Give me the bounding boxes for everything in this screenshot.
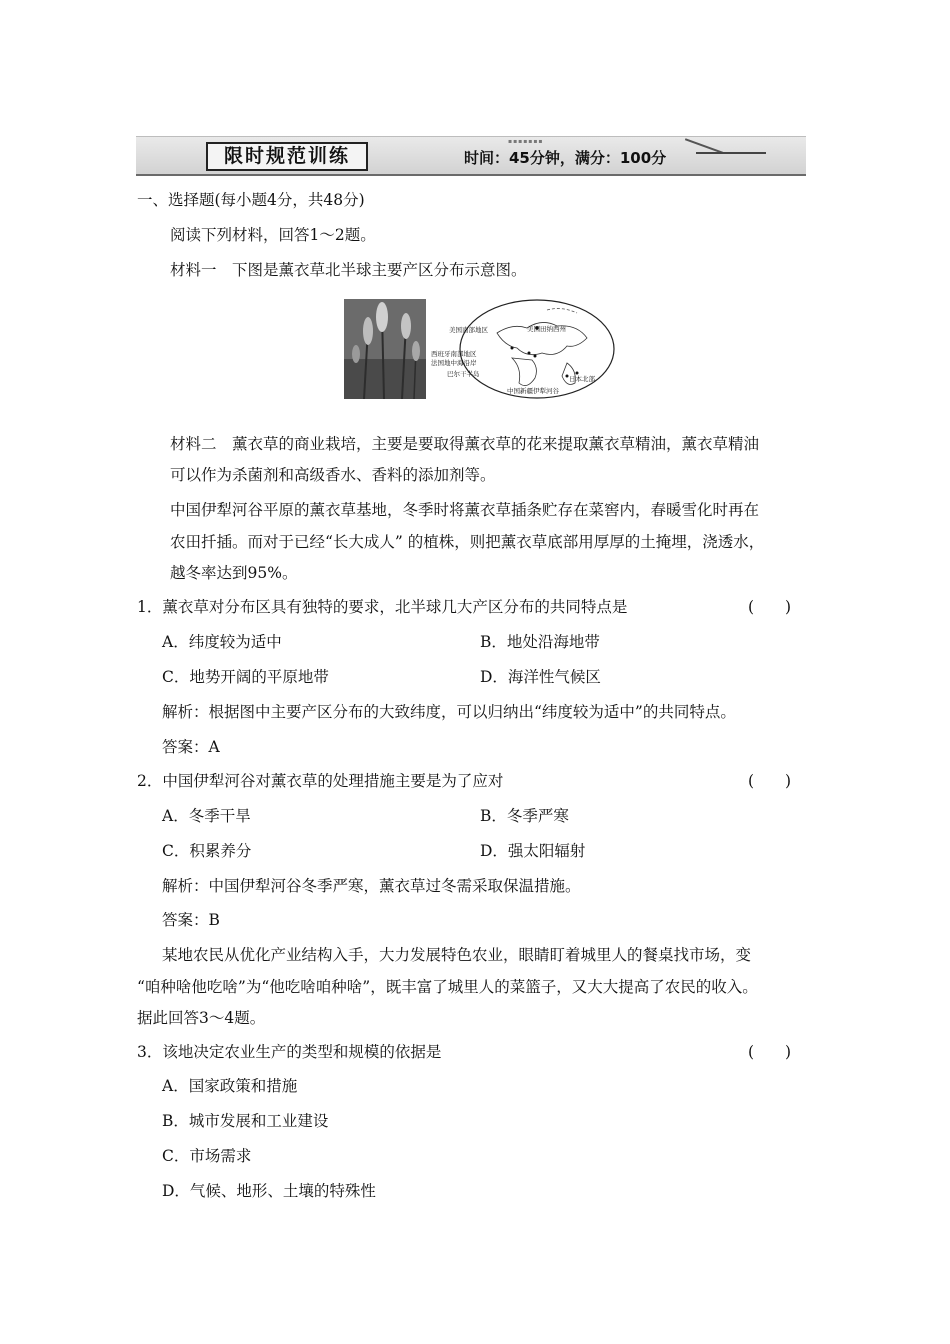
map-drawing xyxy=(427,298,617,400)
question-2-option-c: C．积累养分 xyxy=(162,842,252,860)
passage-2-line1: 某地农民从优化产业结构入手，大力发展特色农业，眼睛盯着城里人的餐桌找市场，变 xyxy=(162,946,752,964)
banner-line-decoration xyxy=(696,152,766,154)
question-3-stem: 3．该地决定农业生产的类型和规模的依据是 xyxy=(137,1043,442,1061)
material-two-line2: 可以作为杀菌剂和高级香水、香料的添加剂等。 xyxy=(170,466,496,484)
question-3-option-b: B．城市发展和工业建设 xyxy=(162,1112,329,1130)
lavender-photo xyxy=(344,299,426,399)
banner-rule xyxy=(136,174,806,176)
distribution-map xyxy=(427,298,617,400)
question-1-option-c: C．地势开阔的平原地带 xyxy=(162,668,329,686)
paragraph-line1: 中国伊犁河谷平原的薰衣草基地，冬季时将薰衣草插条贮存在菜窖内，春暖雪化时再在 xyxy=(170,501,760,519)
question-1-option-d: D．海洋性气候区 xyxy=(480,668,601,686)
section-heading: 一、选择题(每小题4分，共48分) xyxy=(137,191,365,209)
passage-2-line2: “咱种啥他吃啥”为“他吃啥咱种啥”，既丰富了城里人的菜篮子，又大大提高了农民的收入。 xyxy=(137,978,758,996)
map-label-xinjiang: 中国新疆伊犁河谷 xyxy=(507,387,559,395)
question-1-stem: 1．薰衣草对分布区具有独特的要求，北半球几大产区分布的共同特点是 xyxy=(137,598,628,616)
time-info: 时间：45分钟，满分：100分 xyxy=(464,149,667,167)
banner-title: 限时规范训练 xyxy=(206,142,368,171)
question-2-option-a: A．冬季干旱 xyxy=(162,807,251,825)
paragraph-line2: 农田扦插。而对于已经“长大成人” 的植株，则把薰衣草底部用厚厚的土掩埋，浇透水， xyxy=(170,533,765,551)
question-2-option-b: B．冬季严寒 xyxy=(480,807,569,825)
material-one: 材料一 下图是薰衣草北半球主要产区分布示意图。 xyxy=(170,261,527,279)
banner-decoration: ▪▪▪▪▪▪▪ xyxy=(508,138,544,145)
question-1-option-b: B．地处沿海地带 xyxy=(480,633,600,651)
intro-read: 阅读下列材料，回答1～2题。 xyxy=(170,226,376,244)
question-1-analysis: 解析：根据图中主要产区分布的大致纬度，可以归纳出“纬度较为适中”的共同特点。 xyxy=(162,703,736,721)
material-two-line1: 材料二 薰衣草的商业栽培，主要是要取得薰衣草的花来提取薰衣草精油，薰衣草精油 xyxy=(170,435,760,453)
question-1-answer-bracket: ( ) xyxy=(748,598,792,616)
header-banner xyxy=(136,136,806,174)
question-2-option-d: D．强太阳辐射 xyxy=(480,842,586,860)
map-label-us-south: 美国南部地区 xyxy=(449,326,488,334)
passage-2-line3: 据此回答3～4题。 xyxy=(137,1009,266,1027)
map-label-france: 法国地中海沿岸 xyxy=(431,359,477,367)
question-2-answer-bracket: ( ) xyxy=(748,772,792,790)
question-3-option-a: A．国家政策和措施 xyxy=(162,1077,298,1095)
map-label-japan: 日本北部 xyxy=(569,375,595,383)
question-2-analysis: 解析：中国伊犁河谷冬季严寒，薰衣草过冬需采取保温措施。 xyxy=(162,877,581,895)
question-3-answer-bracket: ( ) xyxy=(748,1043,792,1061)
question-3-option-c: C．市场需求 xyxy=(162,1147,252,1165)
question-2-answer: 答案：B xyxy=(162,911,220,929)
question-3-option-d: D．气候、地形、土壤的特殊性 xyxy=(162,1182,376,1200)
question-1-option-a: A．纬度较为适中 xyxy=(162,633,282,651)
map-label-spain: 西班牙南部地区 xyxy=(431,350,477,358)
lavender-photo-drawing xyxy=(344,299,426,399)
question-1-answer: 答案：A xyxy=(162,738,220,756)
question-2-stem: 2．中国伊犁河谷对薰衣草的处理措施主要是为了应对 xyxy=(137,772,504,790)
map-label-us-tennessee: 美国田纳西州 xyxy=(527,325,566,333)
paragraph-line3: 越冬率达到95%。 xyxy=(170,564,298,582)
map-label-balkan: 巴尔干半岛 xyxy=(447,370,480,378)
